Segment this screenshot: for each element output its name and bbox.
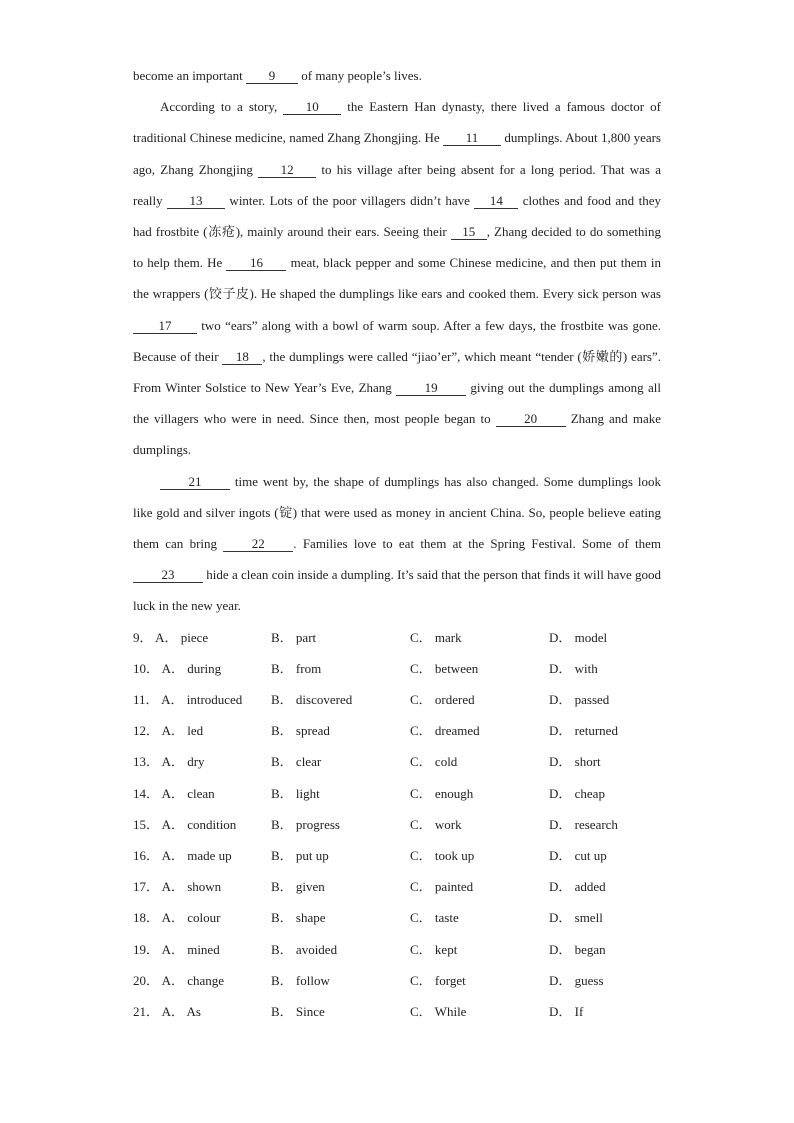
passage-text: Zhang and make dumplings. (133, 411, 662, 458)
passage-text: . Families love to eat them at the Spring Festival. Some of them (293, 536, 661, 552)
option-c: C． forget (410, 972, 466, 988)
passage-paragraph-3 (133, 466, 661, 622)
option-a (133, 934, 271, 965)
option-a (133, 653, 271, 684)
option-c: C． painted (410, 879, 474, 895)
option-a-text: A． during (161, 660, 222, 676)
option-b: B． spread (271, 723, 330, 739)
option-b: B． given (271, 879, 325, 895)
blank-20: 20 (496, 412, 566, 427)
blank-13: 13 (167, 194, 225, 209)
blank-22: 22 (223, 537, 293, 552)
option-a-text: A． dry (161, 754, 205, 770)
question-number: 17． (133, 879, 160, 895)
option-c: C． ordered (410, 692, 475, 708)
option-d: D． If (549, 1003, 584, 1019)
option-b: B． progress (271, 816, 340, 832)
option-c: C． between (410, 660, 479, 676)
passage-text: clothes and food and they had frostbite (冻疮), mainly around their ears. Seeing their (133, 192, 661, 240)
option-a (133, 622, 271, 653)
option-c: C． taste (410, 910, 459, 926)
passage-text: winter. Lots of the poor villagers didn’t have (225, 192, 475, 208)
option-a-text: A． As (161, 1003, 201, 1019)
passage-text: hide a clean coin inside a dumpling. It’s said that the person that finds it will have good luck in the new year. (133, 567, 661, 614)
passage-text: dumplings. About 1,800 years ago, Zhang Zhongjing (133, 130, 661, 177)
option-d: D． smell (549, 910, 603, 926)
passage-text: time went by, the shape of dumplings has also changed. Some dumplings look like gold and silver ingots (锭) that were used as money in ancient China. So, people believe eating them can bring (133, 473, 661, 552)
option-a (133, 871, 271, 902)
question-row (133, 902, 661, 933)
blank-9: 9 (246, 69, 298, 84)
option-d: D． cheap (549, 785, 605, 801)
question-number: 11． (133, 692, 159, 708)
option-b: B． light (271, 785, 320, 801)
option-c: C． cold (410, 754, 458, 770)
option-a-text: A． piece (155, 629, 209, 645)
passage-text: of many people’s lives. (298, 68, 422, 83)
question-number: 16． (133, 847, 160, 863)
passage-text: become an important (133, 68, 246, 83)
option-b: B． avoided (271, 941, 338, 957)
option-a-text: A． clean (161, 785, 215, 801)
option-a (133, 809, 271, 840)
option-c: C． took up (410, 847, 475, 863)
question-row (133, 622, 661, 653)
passage-text: to his village after being absent for a long period. That was a really (133, 161, 661, 208)
option-d: D． with (549, 660, 598, 676)
blank-12: 12 (258, 163, 316, 178)
passage-text: two “ears” along with a bowl of warm soup. After a few days, the frostbite was gone. Because of their (133, 317, 661, 364)
question-row (133, 778, 661, 809)
question-row (133, 715, 661, 746)
passage-text: , the dumplings were called “jiao’er”, which meant “tender (娇嫩的) ears”. From Winter Solstice to New Year’s Eve, Zhang (133, 348, 662, 396)
option-c: C． dreamed (410, 723, 480, 739)
blank-14: 14 (474, 194, 518, 209)
option-a-text: A． change (161, 972, 225, 988)
question-number: 19． (133, 941, 160, 957)
option-b: B． put up (271, 847, 329, 863)
question-number: 13． (133, 754, 160, 770)
question-number: 15． (133, 816, 160, 832)
option-a-text: A． shown (161, 879, 222, 895)
exam-page (133, 60, 661, 1027)
option-d: D． returned (549, 723, 618, 739)
blank-11: 11 (443, 131, 501, 146)
option-a-text: A． led (161, 723, 204, 739)
option-a (133, 965, 271, 996)
passage-text: meat, black pepper and some Chinese medicine, and then put them in the wrappers (饺子皮). He shaped the dumplings like ears and cooked them. Every sick person was (133, 255, 661, 302)
option-d: D． guess (549, 972, 604, 988)
option-b: B． discovered (271, 692, 353, 708)
blank-19: 19 (396, 381, 466, 396)
option-c: C． kept (410, 941, 458, 957)
option-b: B． shape (271, 910, 326, 926)
question-row (133, 871, 661, 902)
question-row (133, 996, 661, 1027)
question-options-list (133, 622, 661, 1027)
option-a-text: A． condition (161, 816, 237, 832)
blank-16: 16 (226, 256, 286, 271)
option-d: D． cut up (549, 847, 607, 863)
question-number: 10． (133, 660, 160, 676)
blank-21: 21 (160, 475, 230, 490)
question-row (133, 840, 661, 871)
passage-text: the Eastern Han dynasty, there lived a famous doctor of traditional Chinese medicine, named Zhang Zhongjing. He (133, 99, 661, 146)
option-b: B． clear (271, 754, 322, 770)
option-a (133, 684, 271, 715)
option-c: C． While (410, 1003, 467, 1019)
passage-paragraph-1 (133, 60, 661, 91)
question-row (133, 934, 661, 965)
question-number: 12． (133, 723, 160, 739)
question-row (133, 746, 661, 777)
question-number: 21． (133, 1003, 160, 1019)
option-d: D． short (549, 754, 601, 770)
question-row (133, 653, 661, 684)
option-b: B． part (271, 629, 317, 645)
option-c: C． enough (410, 785, 474, 801)
blank-23: 23 (133, 568, 203, 583)
option-a (133, 996, 271, 1027)
option-d: D． added (549, 879, 606, 895)
blank-10: 10 (283, 100, 341, 115)
question-number: 9． (133, 629, 153, 645)
option-a (133, 902, 271, 933)
option-a-text: A． mined (161, 941, 220, 957)
option-d: D． model (549, 629, 608, 645)
passage-text: giving out the dumplings among all the villagers who were in need. Since then, most people began to (133, 380, 661, 427)
passage-paragraph-2 (133, 91, 661, 465)
question-row (133, 965, 661, 996)
passage-text: , Zhang decided to do something to help them. He (133, 224, 661, 271)
option-c: C． mark (410, 629, 462, 645)
question-number: 20． (133, 972, 160, 988)
question-row (133, 809, 661, 840)
option-b: B． from (271, 660, 322, 676)
option-a (133, 746, 271, 777)
option-b: B． follow (271, 972, 330, 988)
option-b: B． Since (271, 1003, 325, 1019)
blank-18: 18 (222, 350, 262, 365)
option-a-text: A． colour (161, 910, 221, 926)
blank-15: 15 (451, 225, 487, 240)
option-a (133, 778, 271, 809)
question-number: 14． (133, 785, 160, 801)
option-a (133, 840, 271, 871)
option-d: D． research (549, 816, 618, 832)
passage-text: According to a story, (160, 99, 284, 115)
question-row (133, 684, 661, 715)
option-d: D． passed (549, 692, 610, 708)
question-number: 18． (133, 910, 160, 926)
option-a (133, 715, 271, 746)
option-a-text: A． introduced (161, 692, 243, 708)
option-a-text: A． made up (161, 847, 232, 863)
blank-17: 17 (133, 319, 197, 334)
option-d: D． began (549, 941, 606, 957)
option-c: C． work (410, 816, 462, 832)
